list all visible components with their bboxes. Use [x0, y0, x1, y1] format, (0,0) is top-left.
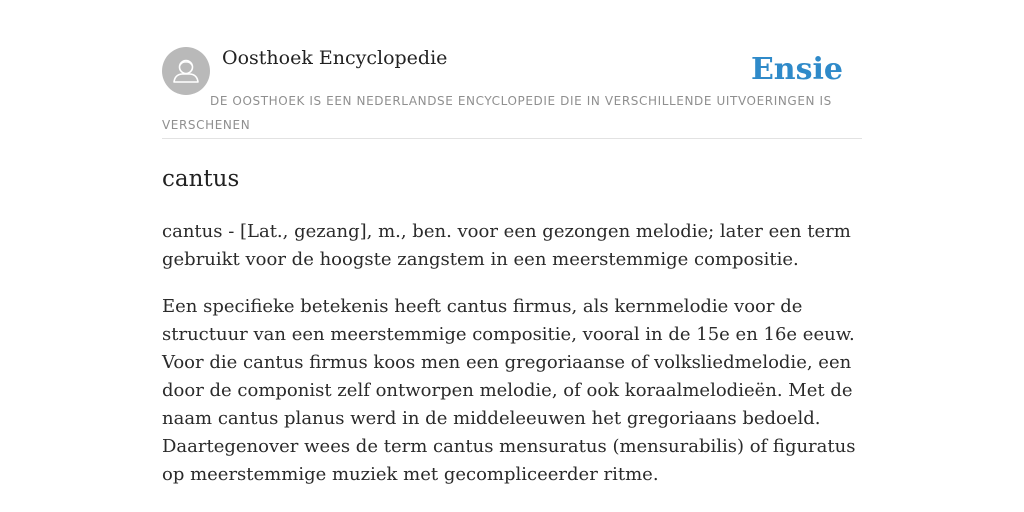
source-description: DE OOSTHOEK IS EEN NEDERLANDSE ENCYCLOPEDIE DIE IN VERSCHILLENDE UITVOERINGEN IS VERSCHENEN [162, 94, 832, 132]
brand-logo[interactable]: Ensie [750, 52, 843, 87]
article-container [162, 40, 862, 489]
source-header [162, 40, 862, 139]
entry-title: cantus [162, 166, 240, 192]
entry-paragraph-2: Een specifieke betekenis heeft cantus firmus, als kernmelodie voor de structuur van een meerstemmige compositie, vooral in de 15e en 16e eeuw. Voor die cantus firmus koos men een gregoriaanse of volksliedmelodie, een door de componist zelf ontworpen melodie, of ook koraalmelodieën. Met de naam cantus planus werd in de middeleeuwen het gregoriaans bedoeld. Daartegenover wees de term cantus mensuratus (mensurabilis) of figuratus op meerstemmige muziek met gecompliceerder ritme. [162, 296, 856, 485]
source-name-link[interactable]: Oosthoek Encyclopedie [222, 47, 448, 69]
entry-paragraph-1: cantus - [Lat., gezang], m., ben. voor een gezongen melodie; later een term gebruikt voor de hoogste zangstem in een meerstemmige compositie. [162, 221, 851, 270]
user-avatar-icon[interactable] [162, 47, 210, 95]
